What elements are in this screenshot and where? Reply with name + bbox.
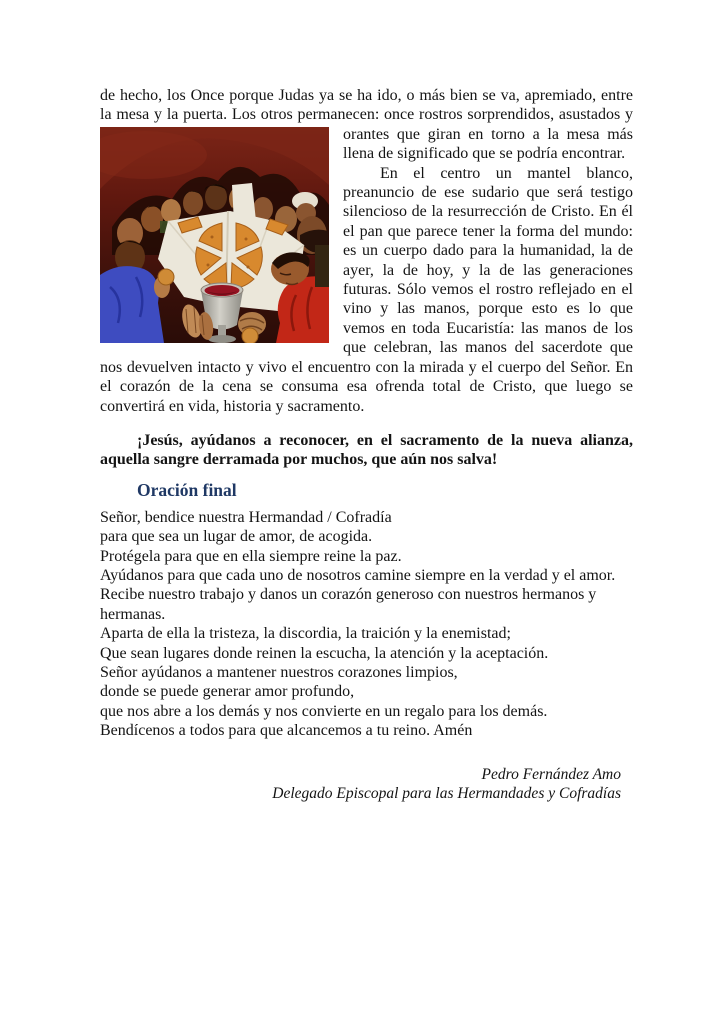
signature-block — [100, 765, 633, 804]
heading-oracion-final: Oración final — [137, 479, 237, 500]
prayer-line: donde se puede generar amor profundo, — [100, 683, 355, 701]
prayer-line: Bendícenos a todos para que alcancemos a tu reino. Amén — [100, 722, 473, 740]
prayer-line: que nos abre a los demás y nos convierte en un regalo para los demás. — [100, 702, 548, 720]
content-area — [100, 86, 633, 803]
paragraph-intro-end: giran en torno a la mesa más llena de significado que se podría encontrar. — [343, 125, 633, 163]
prayer-line: Que sean lugares donde reinen la escucha, la atención y la aceptación. — [100, 644, 549, 662]
signature-title: Delegado Episcopal para las Hermandades y Cofradías — [272, 785, 621, 802]
prayer-line: Ayúdanos para que cada uno de nosotros camine siempre en la verdad y el amor. — [100, 566, 616, 584]
prayer-line: Protégela para que en ella siempre reine la paz. — [100, 547, 402, 565]
prayer-line: Recibe nuestro trabajo y danos un corazón generoso con nuestros hermanos y hermanas. — [100, 586, 597, 623]
signature-name: Pedro Fernández Amo — [481, 765, 621, 783]
prayer-line: para que sea un lugar de amor, de acogida. — [100, 528, 373, 546]
paragraph-intro — [100, 86, 633, 164]
prayer-line: Señor ayúdanos a mantener nuestros corazones limpios, — [100, 663, 458, 681]
paragraph-jesus-exclamation: ¡Jesús, ayúdanos a reconocer, en el sacramento de la nueva alianza, aquella sangre derramada por muchos, que aún nos salva! — [100, 431, 633, 469]
prayer-line: Señor, bendice nuestra Hermandad / Cofradía — [100, 508, 392, 526]
prayer-block — [100, 508, 633, 741]
prayer-line: Aparta de ella la tristeza, la discordia, la traición y la enemistad; — [100, 625, 511, 643]
last-supper-painting — [100, 127, 329, 343]
paragraph-intro-start: de hecho, los Once porque Judas ya se ha ido, o más bien se va, apremiado, entre la mesa y la puerta. Los otros permanecen: once rostros sorprendidos, asustados y orantes que — [100, 87, 633, 143]
paragraph-mantel: En el centro un mantel blanco, preanuncio de ese sudario que será testigo silencioso de la resurrección de Cristo. En él el pan que parece tener la forma del mundo: es un cuerpo dado para la humanidad, la de ayer, la de hoy, y la de las generaciones futuras. Sólo vemos el rostro reflejado en el vino y las manos, porque esto es lo que vemos en toda Eucaristía: las manos de los que celebran, las manos del sacerdote que nos devuelven intacto y vivo el encuentro con la mirada y el cuerpo del Señor. En el corazón de la cena se consuma esa ofrenda total de Cristo, que luego se convertirá en vida, historia y sacramento. — [100, 164, 633, 415]
